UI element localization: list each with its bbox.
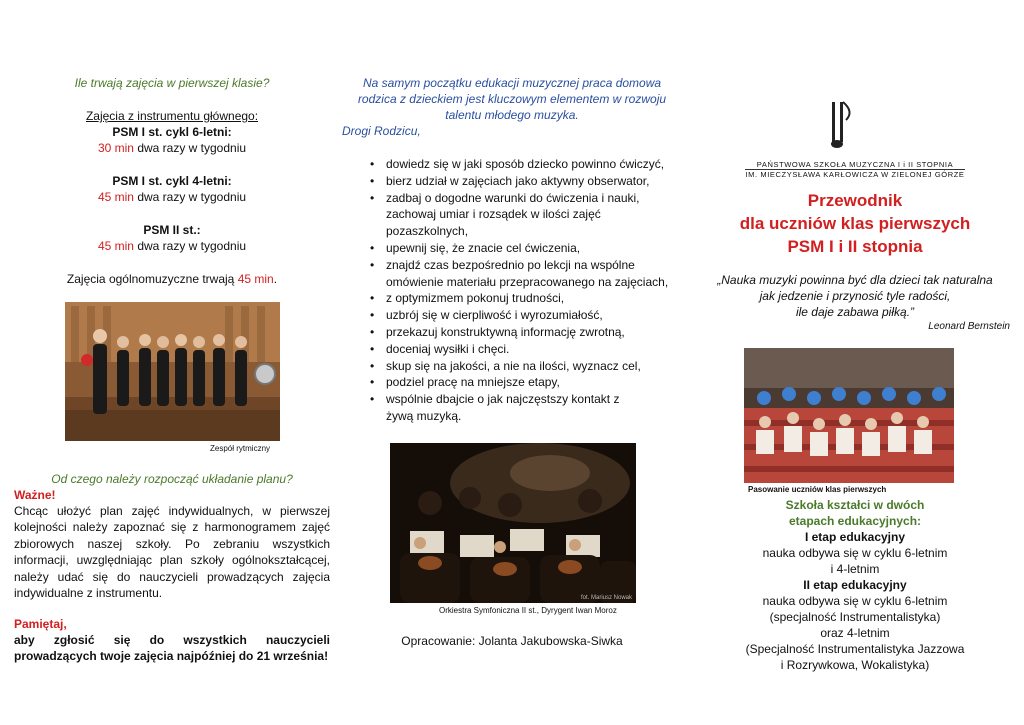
list-item: • uzbrój się w cierpliwość i wyrozumiałość, <box>368 307 688 324</box>
stage-1-line-1: nauka odbywa się w cyklu 6-letnim <box>762 546 948 560</box>
list-item: • zadbaj o dogodne warunki do ćwiczenia i nauki, zachowaj umiar i rozsądek w ilości zajęć pozaszkolnych, <box>368 190 646 240</box>
quote-author: Leonard Bernstein <box>928 321 1010 332</box>
quote-line-1: „Nauka muzyki powinna być dla dzieci tak naturalna <box>717 273 993 287</box>
psm1-4-heading: PSM I st. cykl 4-letni: <box>112 174 232 188</box>
rhythmic-ensemble-photo <box>65 302 280 441</box>
school-logo <box>826 100 856 152</box>
quote-line-2: jak jedzenie i przynosić tyle radości, <box>759 289 951 303</box>
author-credit: Opracowanie: Jolanta Jakubowska-Siwka <box>401 634 623 648</box>
intro-line-1: Na samym początku edukacji muzycznej praca domowa <box>362 76 662 90</box>
general-music-time: Zajęcia ogólnomuzyczne trwają 45 min. <box>66 272 278 286</box>
remember-label: Pamiętaj, <box>14 617 67 631</box>
list-item: • podziel pracę na mniejsze etapy, <box>368 374 688 391</box>
main-instrument-heading: Zajęcia z instrumentu głównego: <box>85 109 259 123</box>
ceremony-photo <box>744 348 954 483</box>
orchestra-photo <box>390 443 636 603</box>
list-item: • doceniaj wysiłki i chęci. <box>368 341 688 358</box>
deadline-text: aby zgłosić się do wszystkich nauczycieli prowadzących twoje zajęcia najpóźniej do 21 września! <box>14 633 330 664</box>
school-name: PAŃSTWOWA SZKOŁA MUZYCZNA I i II STOPNIA IM. MIECZYSŁAWA KARŁOWICZA W ZIELONEJ GÓRZE <box>745 160 965 179</box>
list-item: • skup się na jakości, a nie na ilości, wyznacz cel, <box>368 358 688 375</box>
question-plan: Od czego należy rozpocząć układanie planu? <box>51 472 293 486</box>
page-title: Przewodnik dla uczniów klas pierwszych PSM I i II stopnia <box>739 191 971 256</box>
orchestra-caption: Orkiestra Symfoniczna II st., Dyrygent Iwan Moroz <box>439 606 617 615</box>
stage-2-line-4: (Specjalność Instrumentalistyka Jazzowa <box>745 642 965 656</box>
stage-2-line-1: nauka odbywa się w cyklu 6-letnim <box>762 594 948 608</box>
education-heading-1: Szkoła kształci w dwóch <box>785 498 925 512</box>
intro-line-2: rodzica z dzieckiem jest kluczowym elementem w rozwoju <box>357 92 667 106</box>
list-item: • bierz udział w zajęciach jako aktywny obserwator, <box>368 173 688 190</box>
education-heading-2: etapach edukacyjnych: <box>788 514 922 528</box>
photo-credit: fot. Mariusz Nowak <box>580 595 632 601</box>
stage-2-heading: II etap edukacyjny <box>803 578 907 592</box>
left-panel <box>14 0 330 725</box>
stage-2-line-5: i Rozrywkowa, Wokalistyka) <box>780 658 930 672</box>
quote-line-3: ile daje zabawa piłką.” <box>795 305 915 319</box>
list-item: • znajdź czas bezpośrednio po lekcji na wspólne omówienie materiału przepracowanego na zajęciach, <box>368 257 686 291</box>
stage-1-heading: I etap edukacyjny <box>804 530 906 544</box>
psm1-4-time: 45 min dwa razy w tygodniu <box>97 190 247 204</box>
stage-1-line-2: i 4-letnim <box>830 562 880 576</box>
psm2-time: 45 min dwa razy w tygodniu <box>97 239 247 253</box>
parent-tips-list <box>368 156 688 425</box>
list-item: • z optymizmem pokonuj trudności, <box>368 290 688 307</box>
greeting: Drogi Rodzicu, <box>342 124 421 138</box>
middle-panel <box>342 0 682 725</box>
ceremony-caption: Pasowanie uczniów klas pierwszych <box>748 485 887 494</box>
list-item: • przekazuj konstruktywną informację zwrotną, <box>368 324 688 341</box>
stage-2-line-2: (specjalność Instrumentalistyka) <box>769 610 941 624</box>
psm1-6-heading: PSM I st. cykl 6-letni: <box>112 125 232 139</box>
question-duration: Ile trwają zajęcia w pierwszej klasie? <box>74 76 270 90</box>
list-item: • wspólnie dbajcie o jak najczęstszy kontakt z żywą muzyką. <box>368 391 646 425</box>
intro-line-3: talentu młodego muzyka. <box>445 108 579 122</box>
list-item: • dowiedz się w jaki sposób dziecko powinno ćwiczyć, <box>368 156 688 173</box>
list-item: • upewnij się, że znacie cel ćwiczenia, <box>368 240 688 257</box>
plan-paragraph: Chcąc ułożyć plan zajęć indywidualnych, w pierwszej kolejności należy zapoznać się z harmonogramem zajęć zbiorowych naszej szkoły. Po zebraniu wszystkich informacji, uwzględniając plan szkoły ogólnokształcącej, należy udać się do nauczycieli prowadzących zajęcia indywidualne z instrumentu. <box>14 504 330 601</box>
psm2-heading: PSM II st.: <box>143 223 201 237</box>
rhythmic-ensemble-caption: Zespół rytmiczny <box>210 444 271 453</box>
stage-2-line-3: oraz 4-letnim <box>820 626 890 640</box>
important-label: Ważne! <box>14 488 56 502</box>
right-panel <box>700 0 1010 725</box>
psm1-6-time: 30 min dwa razy w tygodniu <box>97 141 247 155</box>
